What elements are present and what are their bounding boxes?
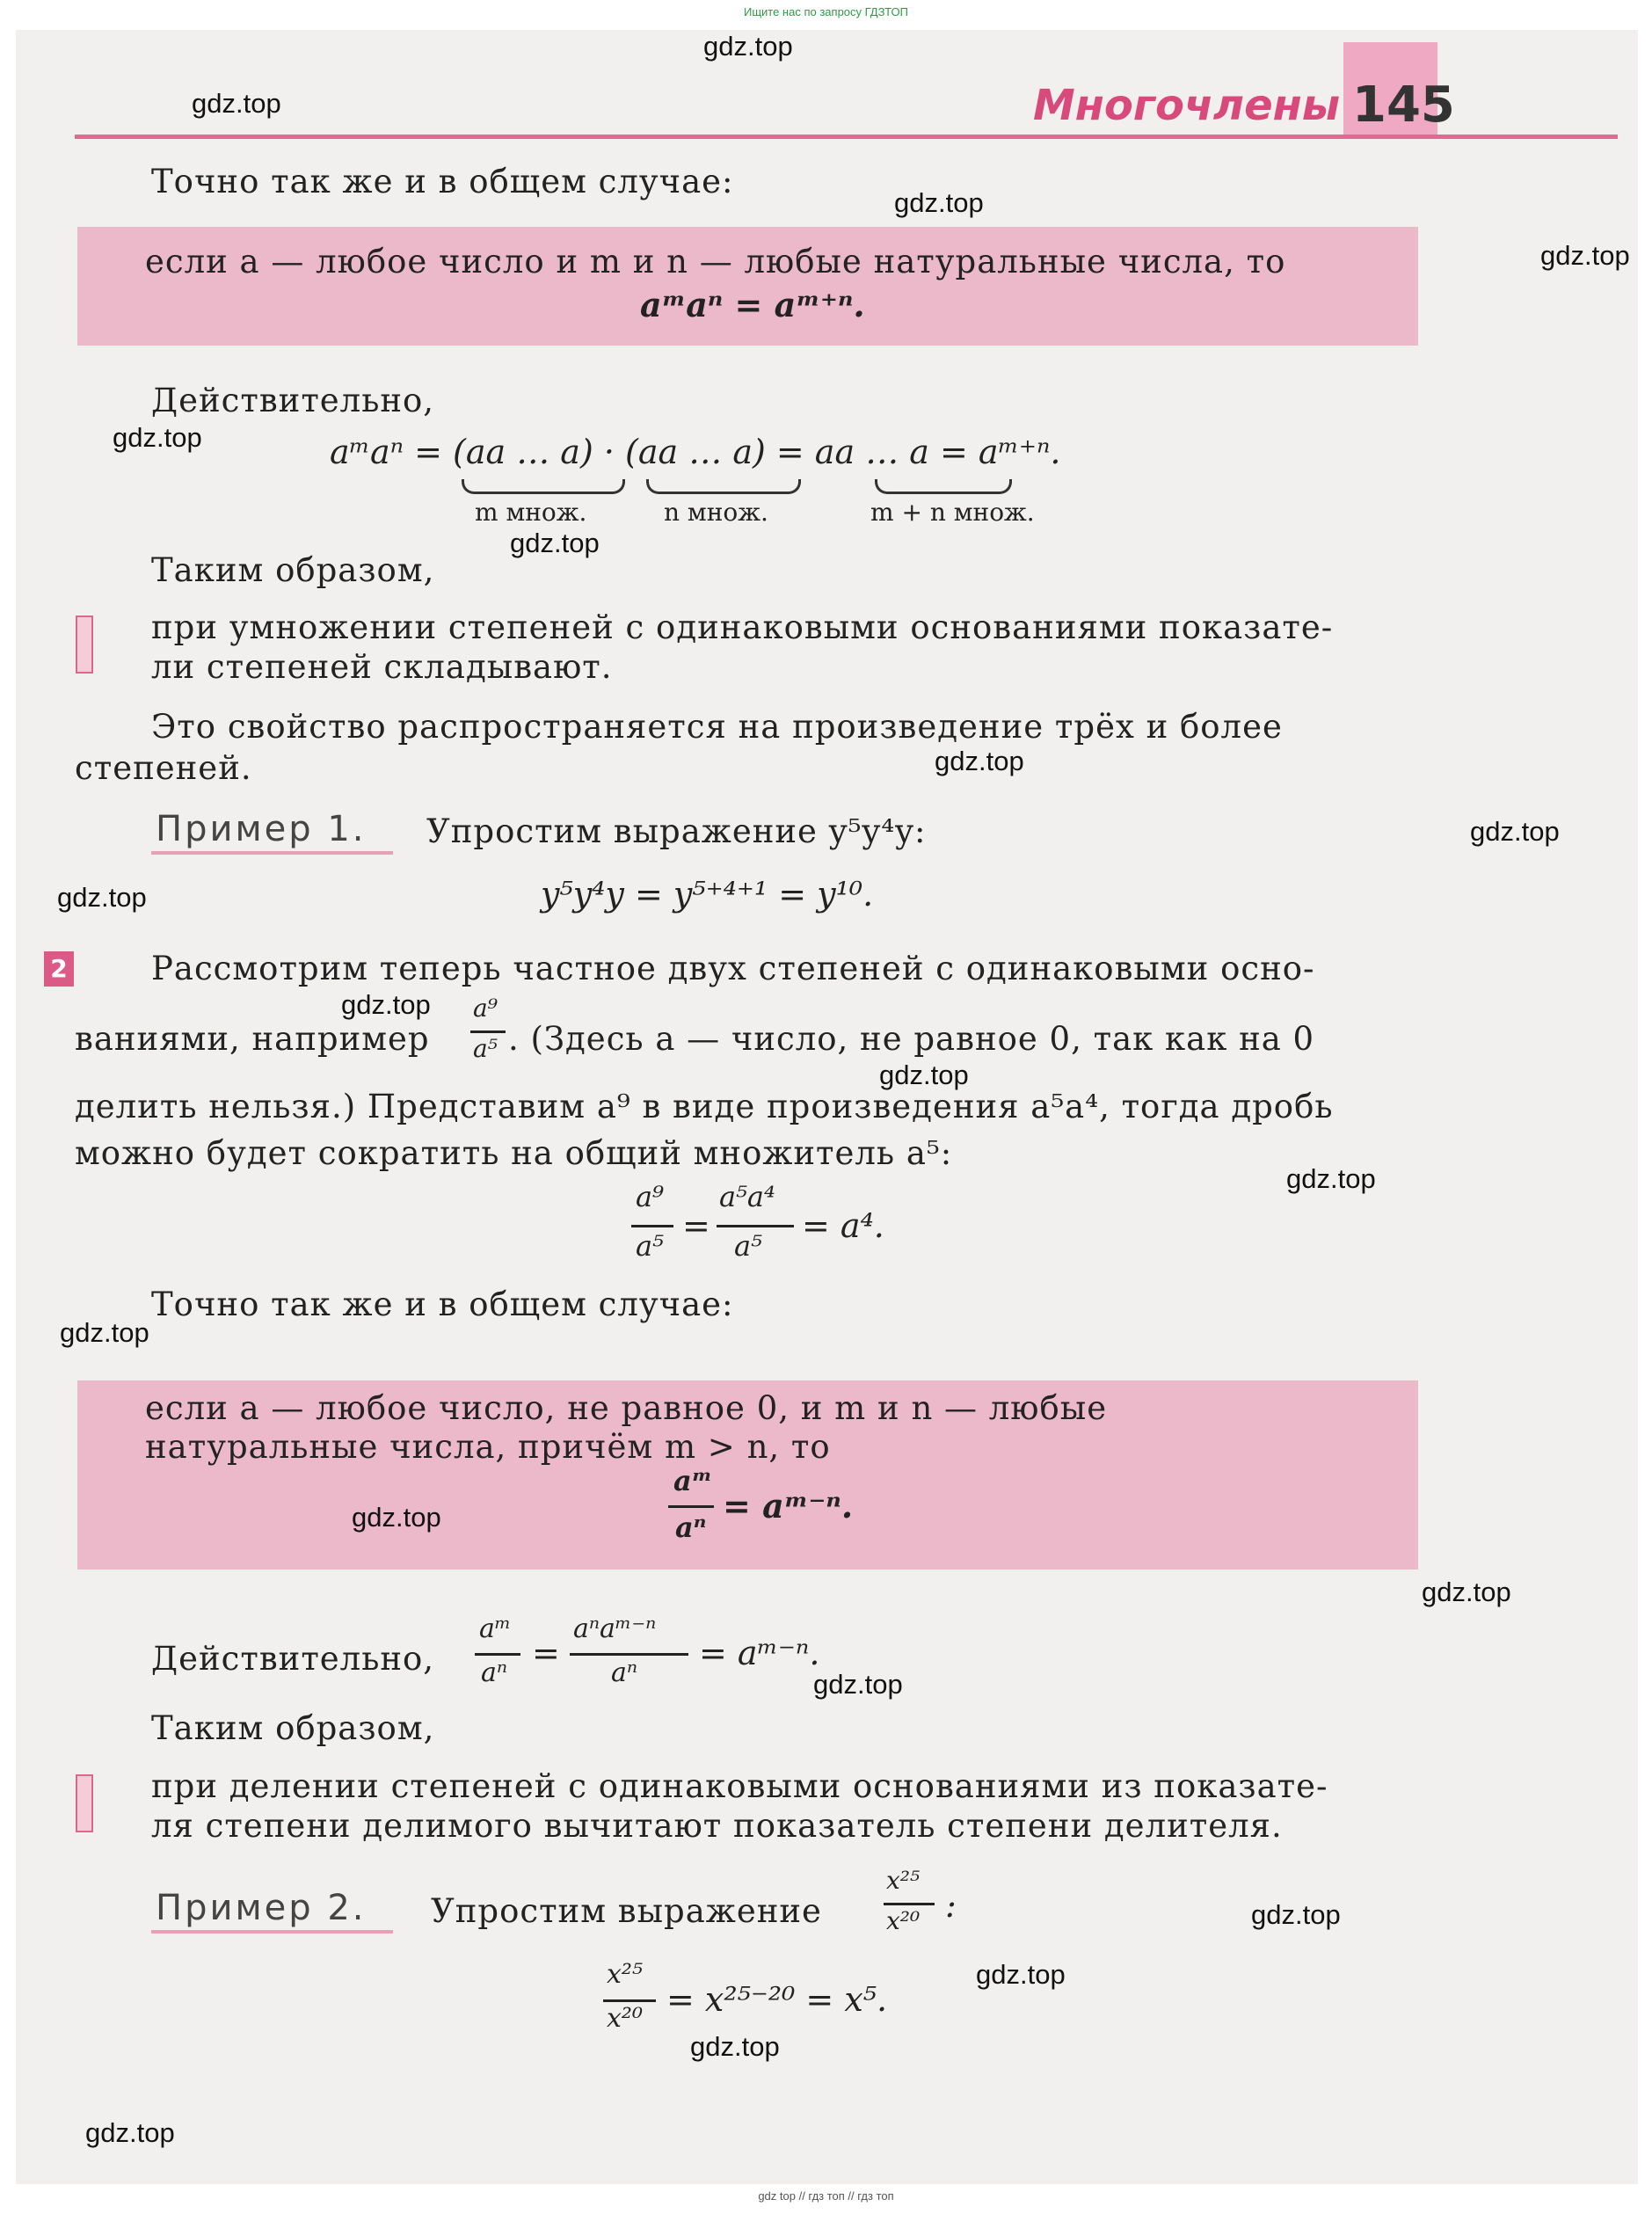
example2-frac-den: x²⁰: [886, 1906, 921, 1935]
section-badge: 2: [44, 951, 74, 987]
watermark: gdz.top: [1251, 1899, 1341, 1930]
section2-line2-end: . (Здесь a — число, не равное 0, так как на 0: [508, 1020, 1315, 1058]
conclusion1-line2: ли степеней складывают.: [151, 648, 613, 686]
example2-colon: :: [945, 1886, 957, 1925]
section2-line1: Рассмотрим теперь частное двух степеней с одинаковыми осно-: [151, 950, 1315, 987]
rule1-line1: если a — любое число и m и n — любые натуральные числа, то: [145, 243, 1286, 280]
division-num1: a⁹: [636, 1180, 664, 1213]
bottom-note: gdz top // гдз топ // гдз топ: [758, 2189, 894, 2203]
section2-line3: делить нельзя.) Представим a⁹ в виде произведения a⁵a⁴, тогда дробь: [75, 1088, 1334, 1125]
watermark: gdz.top: [1540, 240, 1630, 271]
watermark: gdz.top: [60, 1317, 149, 1348]
conclusion1-intro: Таким образом,: [151, 551, 435, 589]
section1-intro: Точно так же и в общем случае:: [151, 163, 734, 200]
proof1-formula: aᵐaⁿ = (aa … a) · (aa … a) = aa … a = aᵐ⁺ⁿ.: [330, 433, 1061, 471]
rule2-num: aᵐ: [673, 1464, 713, 1497]
example1-text: Упростим выражение y⁵y⁴y:: [426, 812, 927, 850]
brace-n: [646, 479, 801, 494]
inline-frac-den: a⁵: [473, 1034, 498, 1063]
watermark: gdz.top: [690, 2031, 780, 2062]
division-result: = a⁴.: [802, 1206, 884, 1245]
watermark: gdz.top: [1286, 1163, 1376, 1194]
division-eq1: =: [682, 1206, 710, 1245]
example2-label: Пример 2.: [156, 1888, 367, 1928]
watermark: gdz.top: [57, 882, 147, 913]
example2-underline: [151, 1930, 393, 1934]
proof2-bar2: [570, 1653, 688, 1656]
watermark: gdz.top: [352, 1502, 441, 1533]
extension-line1: Это свойство распространяется на произведение трёх и более: [151, 708, 1283, 746]
rule1-formula: aᵐaⁿ = aᵐ⁺ⁿ.: [640, 285, 865, 324]
chapter-title: Многочлены: [1033, 81, 1341, 130]
rule2-den: aⁿ: [675, 1511, 707, 1544]
brace-m: [462, 479, 625, 494]
example2-sol-den: x²⁰: [607, 2003, 643, 2034]
division-bar2: [717, 1225, 794, 1227]
watermark: gdz.top: [976, 1959, 1066, 1990]
watermark: gdz.top: [85, 2117, 175, 2148]
conclusion2-line2: ля степени делимого вычитают показатель степени делителя.: [151, 1807, 1283, 1845]
watermark: gdz.top: [703, 31, 793, 62]
example2-text: Упростим выражение: [431, 1892, 822, 1930]
brace-mn-label: m + n множ.: [870, 498, 1035, 527]
section2-line2-start: ваниями, например: [75, 1020, 430, 1058]
section2-intro: Точно так же и в общем случае:: [151, 1285, 734, 1323]
header-rule: [75, 135, 1618, 139]
example2-sol-bar: [603, 1999, 656, 2002]
watermark: gdz.top: [510, 528, 600, 558]
rule2-bar: [668, 1505, 714, 1508]
top-note: Ищите нас по запросу ГДЗТОП: [743, 5, 908, 18]
section2-line4: можно будет сократить на общий множитель a⁵:: [75, 1134, 953, 1172]
watermark: gdz.top: [813, 1669, 903, 1700]
example1-label: Пример 1.: [156, 809, 367, 849]
conclusion2-line1: при делении степеней с одинаковыми основаниями из показате-: [151, 1767, 1328, 1805]
proof2-num2: aⁿaᵐ⁻ⁿ: [573, 1613, 657, 1644]
proof2-bar1: [475, 1653, 520, 1656]
extension-line2: степеней.: [75, 749, 252, 787]
inline-frac-num: a⁹: [473, 994, 498, 1023]
watermark: gdz.top: [1422, 1577, 1511, 1607]
rule2-line2: натуральные числа, причём m > n, то: [145, 1428, 831, 1466]
rule2-result: = aᵐ⁻ⁿ.: [723, 1486, 854, 1526]
proof2-intro: Действительно,: [151, 1640, 435, 1678]
watermark: gdz.top: [879, 1060, 969, 1090]
example2-frac-bar: [884, 1903, 935, 1905]
division-den2: a⁵: [734, 1229, 762, 1263]
division-den1: a⁵: [636, 1229, 664, 1263]
rule-marker: [76, 615, 93, 674]
conclusion2-intro: Таким образом,: [151, 1709, 435, 1747]
division-bar1: [631, 1225, 673, 1227]
example1-solution: y⁵y⁴y = y⁵⁺⁴⁺¹ = y¹⁰.: [541, 875, 874, 914]
watermark: gdz.top: [113, 422, 202, 453]
proof2-den2: aⁿ: [611, 1657, 638, 1688]
example2-sol-num: x²⁵: [607, 1959, 643, 1990]
watermark: gdz.top: [192, 88, 281, 119]
example1-underline: [151, 851, 393, 855]
proof2-eq: =: [532, 1634, 560, 1672]
rule-marker-2: [76, 1774, 93, 1832]
brace-m-label: m множ.: [475, 498, 587, 527]
watermark: gdz.top: [341, 989, 431, 1020]
example2-solution: = x²⁵⁻²⁰ = x⁵.: [666, 1980, 888, 2019]
proof1-intro: Действительно,: [151, 382, 435, 419]
proof2-result: = aᵐ⁻ⁿ.: [699, 1634, 820, 1672]
watermark: gdz.top: [935, 746, 1024, 776]
brace-mn: [875, 479, 1012, 494]
division-num2: a⁵a⁴: [719, 1180, 775, 1213]
proof2-num1: aᵐ: [479, 1613, 512, 1644]
inline-frac-bar: [470, 1031, 506, 1033]
rule2-line1: если a — любое число, не равное 0, и m и n — любые: [145, 1389, 1108, 1427]
conclusion1-line1: при умножении степеней с одинаковыми основаниями показате-: [151, 608, 1334, 646]
page-number: 145: [1352, 76, 1455, 134]
watermark: gdz.top: [894, 187, 984, 218]
proof2-den1: aⁿ: [481, 1657, 508, 1688]
brace-n-label: n множ.: [664, 498, 768, 527]
watermark: gdz.top: [1470, 816, 1560, 847]
example2-frac-num: x²⁵: [886, 1866, 921, 1895]
